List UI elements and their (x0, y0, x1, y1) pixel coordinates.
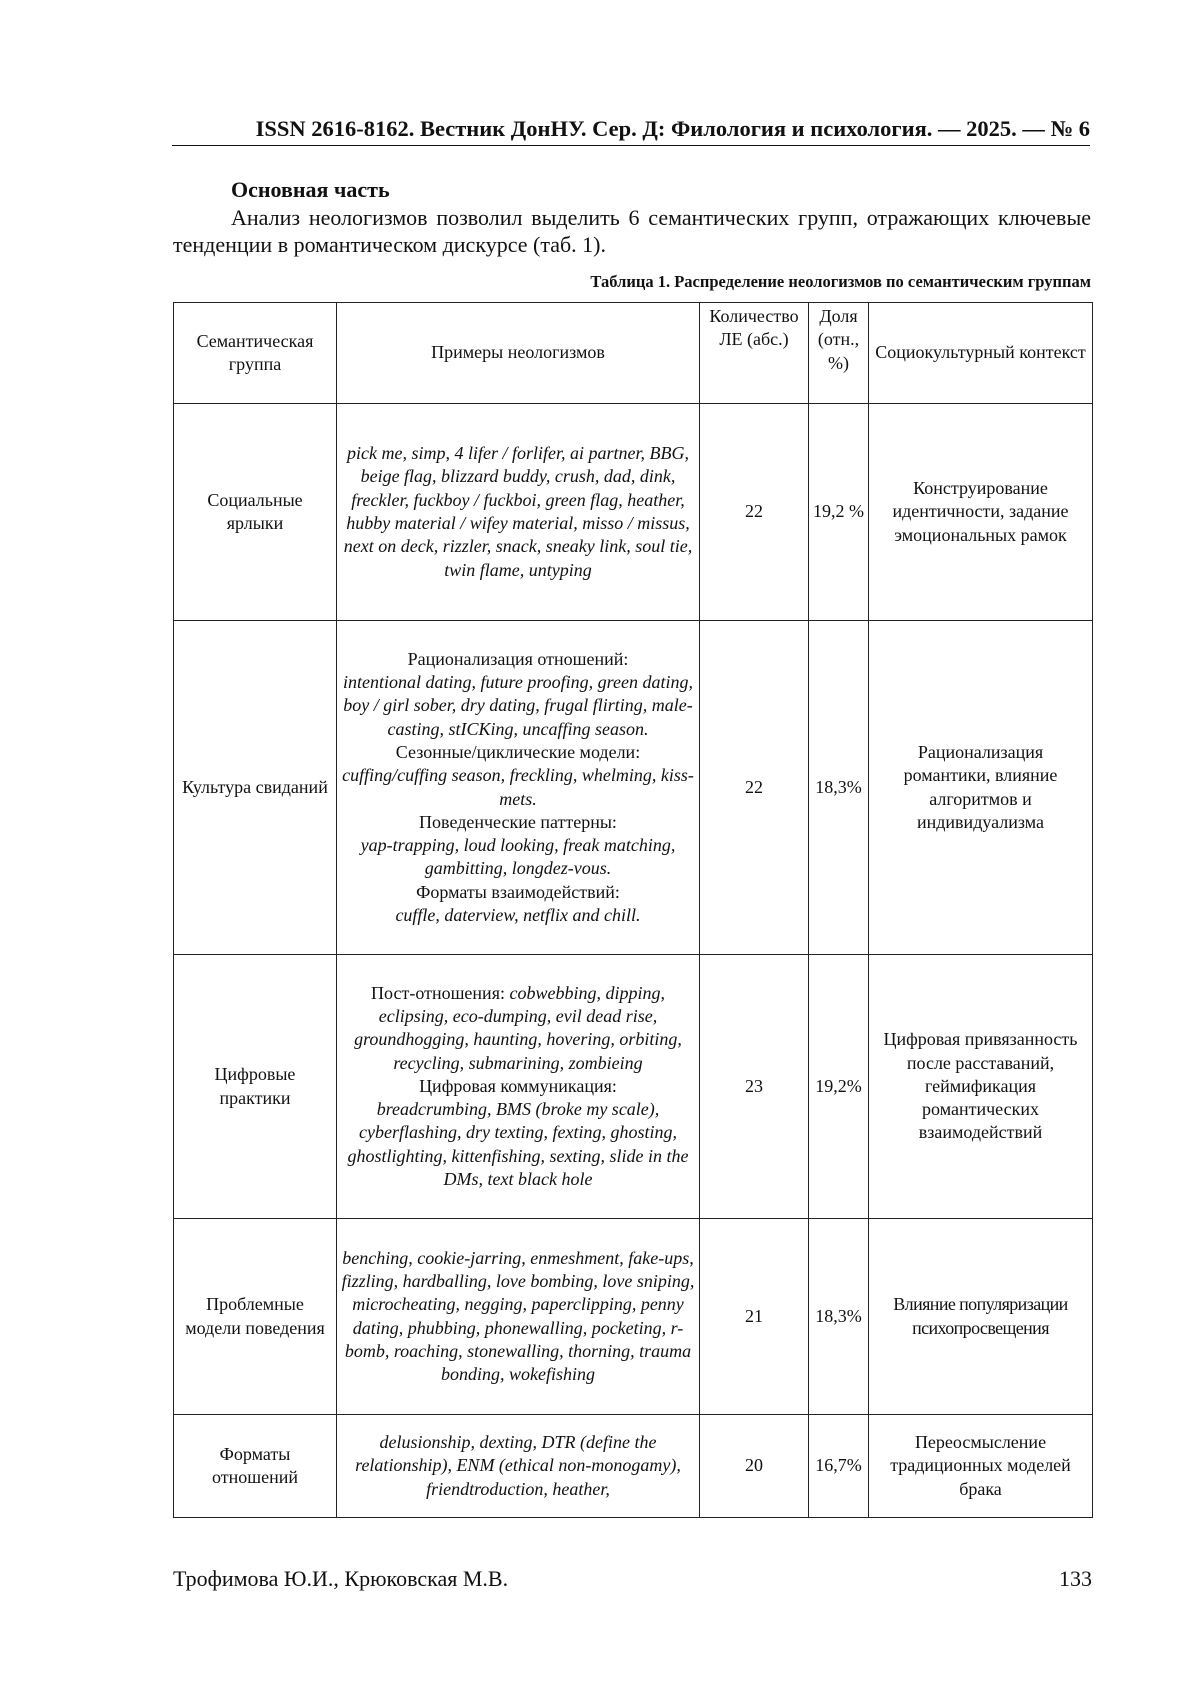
subgroup-label: Цифровая коммуникация: (419, 1075, 617, 1096)
row-count: 20 (700, 1415, 809, 1518)
row-examples: delusionship, dexting, DTR (define the relationship), ENM (ethical non-monogamy), friendtroduction, heather, (337, 1415, 700, 1518)
subgroup-examples: cuffing/cuffing season, freckling, whelming, kiss-mets. (342, 765, 694, 809)
table-row (174, 1219, 1093, 1415)
row-count: 22 (700, 404, 809, 621)
table-caption: Таблица 1. Распределение неологизмов по семантическим группам (590, 272, 1091, 291)
row-count: 23 (700, 955, 809, 1219)
header-group: Семантическая группа (174, 303, 337, 404)
table-header-row (174, 303, 1093, 404)
subgroup-examples: intentional dating, future proofing, green dating, boy / girl sober, dry dating, frugal flirting, male-casting, stICKing, uncaffing season. (343, 672, 693, 739)
intro-paragraph: Анализ неологизмов позволил выделить 6 семантических групп, отражающих ключевые тенденции в романтическом дискурсе (таб. 1). (173, 205, 1091, 257)
subgroup-label: Сезонные/циклические модели: (395, 741, 641, 762)
row-group: Культура свиданий (174, 621, 337, 955)
row-group: Социальные ярлыки (174, 404, 337, 621)
row-context: Конструирование идентичности, задание эмоциональных рамок (869, 404, 1093, 621)
row-context: Цифровая привязанность после расставаний, геймификация романтических взаимодействий (869, 955, 1093, 1219)
row-examples (337, 621, 700, 955)
table-row (174, 955, 1093, 1219)
row-context: Рационализация романтики, влияние алгоритмов и индивидуализма (869, 621, 1093, 955)
neologisms-table (173, 302, 1093, 1518)
footer-authors: Трофимова Ю.И., Крюковская М.В. (173, 1566, 509, 1591)
journal-header: ISSN 2616-8162. Вестник ДонНУ. Сер. Д: Филология и психология. — 2025. — № 6 (172, 114, 1090, 146)
row-group: Проблемные модели поведения (174, 1219, 337, 1415)
subgroup-label: Поведенческие паттерны: (419, 811, 617, 832)
subgroup-label: Рационализация отношений: (407, 648, 629, 669)
section-title: Основная часть (231, 177, 390, 202)
row-share: 18,3% (809, 621, 869, 955)
row-examples: pick me, simp, 4 lifer / forlifer, ai partner, BBG, beige flag, blizzard buddy, crush, dad, dink, freckler, fuckboy / fuckboi, green flag, heather, hubby material / wifey material, misso / missus, next on deck, rizzler, snack, sneaky link, soul tie, twin flame, untyping (337, 404, 700, 621)
subgroup-examples: cobwebbing, dipping, eclipsing, eco-dumping, evil dead rise, groundhogging, haunting, hovering, orbiting, recycling, submarining, zombieing (354, 982, 682, 1073)
row-count: 22 (700, 621, 809, 955)
row-share: 16,7% (809, 1415, 869, 1518)
subgroup-examples: yap-trapping, loud looking, freak matching, gambitting, longdez-vous. (360, 835, 676, 879)
subgroup-examples: cuffle, daterview, netflix and chill. (395, 904, 641, 925)
table-row (174, 1415, 1093, 1518)
table-row (174, 621, 1093, 955)
subgroup-label: Форматы взаимодействий: (416, 881, 620, 902)
row-examples (337, 955, 700, 1219)
row-context: Влияние популяризации психопросвещения (869, 1219, 1093, 1415)
subgroup-block (341, 982, 695, 1075)
row-share: 19,2 % (809, 404, 869, 621)
row-share: 19,2% (809, 955, 869, 1219)
row-count: 21 (700, 1219, 809, 1415)
page-number: 133 (1059, 1566, 1092, 1591)
header-examples: Примеры неологизмов (337, 303, 700, 404)
row-context: Переосмысление традиционных моделей брака (869, 1415, 1093, 1518)
row-group: Форматы отношений (174, 1415, 337, 1518)
subgroup-examples: breadcrumbing, BMS (broke my scale), cyberflashing, dry texting, fexting, ghosting, ghostlighting, kittenfishing, sexting, slide in the DMs, text black hole (347, 1099, 689, 1190)
header-context: Социокультурный контекст (869, 303, 1093, 404)
header-share: Доля (отн., %) (809, 303, 869, 404)
row-examples: benching, cookie-jarring, enmeshment, fake-ups, fizzling, hardballing, love bombing, love sniping, microcheating, negging, paperclipping, penny dating, phubbing, phonewalling, pocketing, r-bomb, roaching, stonewalling, thorning, trauma bonding, wokefishing (337, 1219, 700, 1415)
subgroup-label: Пост-отношения: (371, 982, 505, 1003)
table-row (174, 404, 1093, 621)
row-group: Цифровые практики (174, 955, 337, 1219)
header-count: Количество ЛЕ (абс.) (700, 303, 809, 404)
row-share: 18,3% (809, 1219, 869, 1415)
